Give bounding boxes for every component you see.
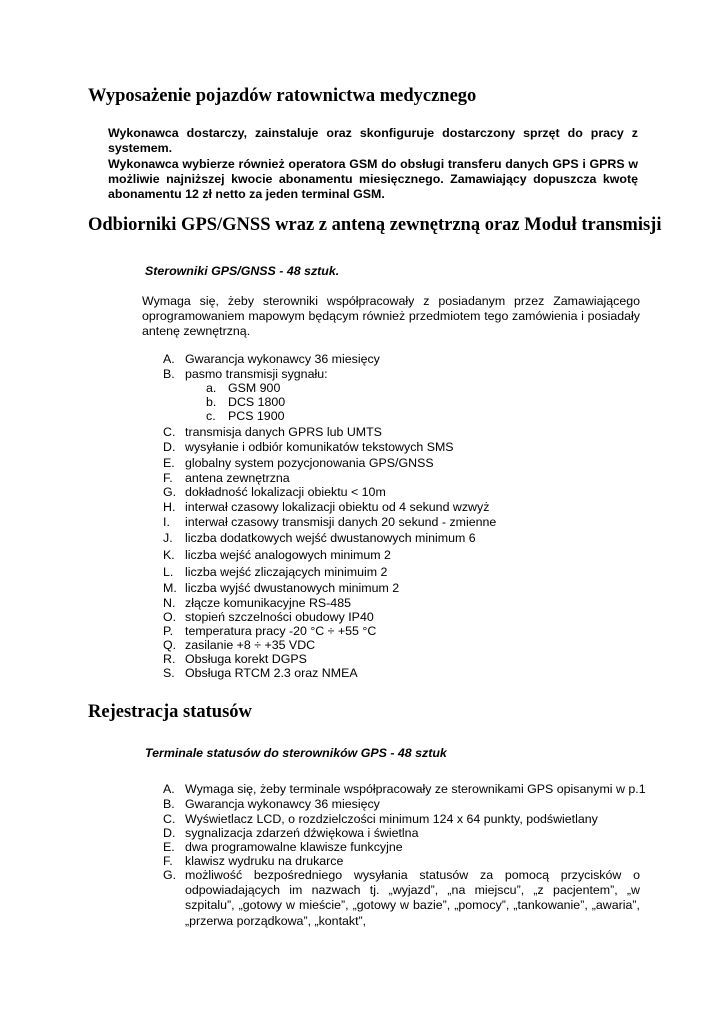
- list-label: C.: [163, 425, 176, 439]
- list-text: globalny system pozycjonowania GPS/GNSS: [185, 456, 434, 470]
- list-label: a.: [206, 381, 217, 395]
- list-label: K.: [163, 548, 175, 562]
- list-text: GSM 900: [228, 381, 281, 395]
- list-item: [163, 596, 643, 611]
- list-label: F.: [163, 854, 173, 868]
- list-item: [163, 548, 643, 563]
- list-item: [163, 666, 643, 681]
- list-text: interwał czasowy lokalizacji obiektu od 4 sekund wzwyż: [185, 500, 490, 514]
- list-label: A.: [163, 782, 175, 796]
- list-label: G.: [163, 868, 177, 882]
- list-label: N.: [163, 596, 176, 610]
- list-item: [163, 782, 646, 797]
- subheading-status-terminals: Terminale statusów do sterowników GPS - 48 sztuk: [145, 746, 447, 760]
- list-text: liczba wyjść dwustanowych minimum 2: [185, 581, 400, 595]
- section-heading-equipment: Wyposażenie pojazdów ratownictwa medycznego: [88, 86, 477, 106]
- list-item: [163, 581, 643, 596]
- list-text: klawisz wydruku na drukarce: [185, 854, 344, 868]
- list-label: D.: [163, 826, 176, 840]
- list-label: M.: [163, 581, 177, 595]
- list-item: [163, 471, 643, 486]
- list-label: S.: [163, 666, 175, 680]
- list-text: zasilanie +8 ÷ +35 VDC: [185, 638, 316, 652]
- list-item: [163, 531, 643, 546]
- list-label: D.: [163, 440, 176, 454]
- list-text: antena zewnętrzna: [185, 471, 290, 485]
- intro-paragraph: Wykonawca wybierze również operatora GSM do obsługi transferu danych GPS i GPRS w możliwie najniższej kwocie abonamentu miesięcznego. Zamawiający dopuszcza kwotę abonamentu 12 zł netto za jeden terminal GSM.: [108, 156, 638, 202]
- list-text: możliwość bezpośredniego wysyłania statusów za pomocą przycisków o odpowiadających im nazwach tj. „wyjazd”, „na miejscu”, „z pacjentem”, „w szpitalu”, „gotowy w mieście”, „gotowy w bazie”, „pomocy”, „tankowanie”, „awaria”, „przerwa porządkowa”, „kontakt”,: [185, 868, 640, 928]
- list-text: DCS 1800: [228, 395, 286, 409]
- list-label: P.: [163, 624, 174, 638]
- list-item: [163, 367, 643, 382]
- list-text: Obsługa RTCM 2.3 oraz NMEA: [185, 666, 358, 680]
- list-label: F.: [163, 471, 173, 485]
- list-item: [163, 565, 643, 580]
- list-text: liczba wejść analogowych minimum 2: [185, 548, 391, 562]
- requirement-paragraph: Wymaga się, żeby sterowniki współpracowały z posiadanym przez Zamawiającego oprogramowaniem mapowym będącym również przedmiotem tego zamówienia i posiadały antenę zewnętrzną.: [142, 294, 640, 339]
- list-item: [163, 826, 643, 841]
- list-item: [163, 425, 643, 440]
- list-label: B.: [163, 797, 175, 811]
- list-item: [163, 624, 643, 639]
- list-text: pasmo transmisji sygnału:: [185, 367, 328, 381]
- list-label: C.: [163, 812, 176, 826]
- list-text: liczba wejść zliczających minimuim 2: [185, 565, 388, 579]
- list-label: A.: [163, 352, 175, 366]
- list-item: [163, 797, 643, 812]
- list-item: [163, 840, 643, 855]
- list-text: Wymaga się, żeby terminale współpracowały ze sterownikami GPS opisanymi w p.1: [185, 782, 646, 796]
- list-text: interwał czasowy transmisji danych 20 sekund - zmienne: [185, 515, 497, 529]
- list-item: [163, 515, 643, 530]
- list-text: transmisja danych GPRS lub UMTS: [185, 425, 382, 439]
- list-item: [163, 352, 643, 367]
- section-heading-status-registration: Rejestracja statusów: [88, 702, 252, 722]
- list-label: Q.: [163, 638, 177, 652]
- list-text: dwa programowalne klawisze funkcyjne: [185, 840, 403, 854]
- list-label: O.: [163, 610, 177, 624]
- list-item: [163, 868, 643, 929]
- list-item: [163, 440, 643, 455]
- list-label: E.: [163, 840, 175, 854]
- list-label: c.: [206, 409, 216, 423]
- list-item: [163, 652, 643, 667]
- list-label: J.: [163, 531, 173, 545]
- list-label: L.: [163, 565, 174, 579]
- list-text: dokładność lokalizacji obiektu < 10m: [185, 485, 386, 499]
- list-label: E.: [163, 456, 175, 470]
- sub-list-item: [206, 381, 280, 396]
- list-label: H.: [163, 500, 176, 514]
- list-item: [163, 500, 643, 515]
- intro-paragraph: Wykonawca dostarczy, zainstaluje oraz skonfiguruje dostarczony sprzęt do pracy z systemem.: [108, 126, 638, 156]
- list-label: b.: [206, 395, 217, 409]
- list-label: G.: [163, 485, 177, 499]
- list-text: złącze komunikacyjne RS-485: [185, 596, 351, 610]
- list-item: [163, 854, 643, 869]
- sub-list-item: [206, 395, 285, 410]
- list-text: Gwarancja wykonawcy 36 miesięcy: [185, 352, 380, 366]
- list-label: I.: [163, 515, 170, 529]
- list-item: [163, 638, 643, 653]
- list-text: stopień szczelności obudowy IP40: [185, 610, 374, 624]
- list-text: Wyświetlacz LCD, o rozdzielczości minimum 124 x 64 punkty, podświetlany: [185, 812, 598, 826]
- list-text: Gwarancja wykonawcy 36 miesięcy: [185, 797, 380, 811]
- sub-list-item: [206, 409, 284, 424]
- list-item: [163, 456, 643, 471]
- list-text: Obsługa korekt DGPS: [185, 652, 307, 666]
- contractor-requirements: [108, 126, 638, 202]
- list-label: B.: [163, 367, 175, 381]
- list-item: [163, 610, 643, 625]
- list-text: wysyłanie i odbiór komunikatów tekstowych SMS: [185, 440, 454, 454]
- list-label: R.: [163, 652, 176, 666]
- list-item: [163, 812, 643, 827]
- list-text: liczba dodatkowych wejść dwustanowych minimum 6: [185, 531, 476, 545]
- list-text: PCS 1900: [228, 409, 285, 423]
- subheading-gps-controllers: Sterowniki GPS/GNSS - 48 sztuk.: [145, 264, 340, 278]
- list-item: [163, 485, 643, 500]
- section-heading-gps-receivers: Odbiorniki GPS/GNSS wraz z anteną zewnętrzną oraz Moduł transmisji: [88, 215, 662, 235]
- list-text: temperatura pracy -20 °C ÷ +55 °C: [185, 624, 377, 638]
- list-text: sygnalizacja zdarzeń dźwiękowa i świetlna: [185, 826, 419, 840]
